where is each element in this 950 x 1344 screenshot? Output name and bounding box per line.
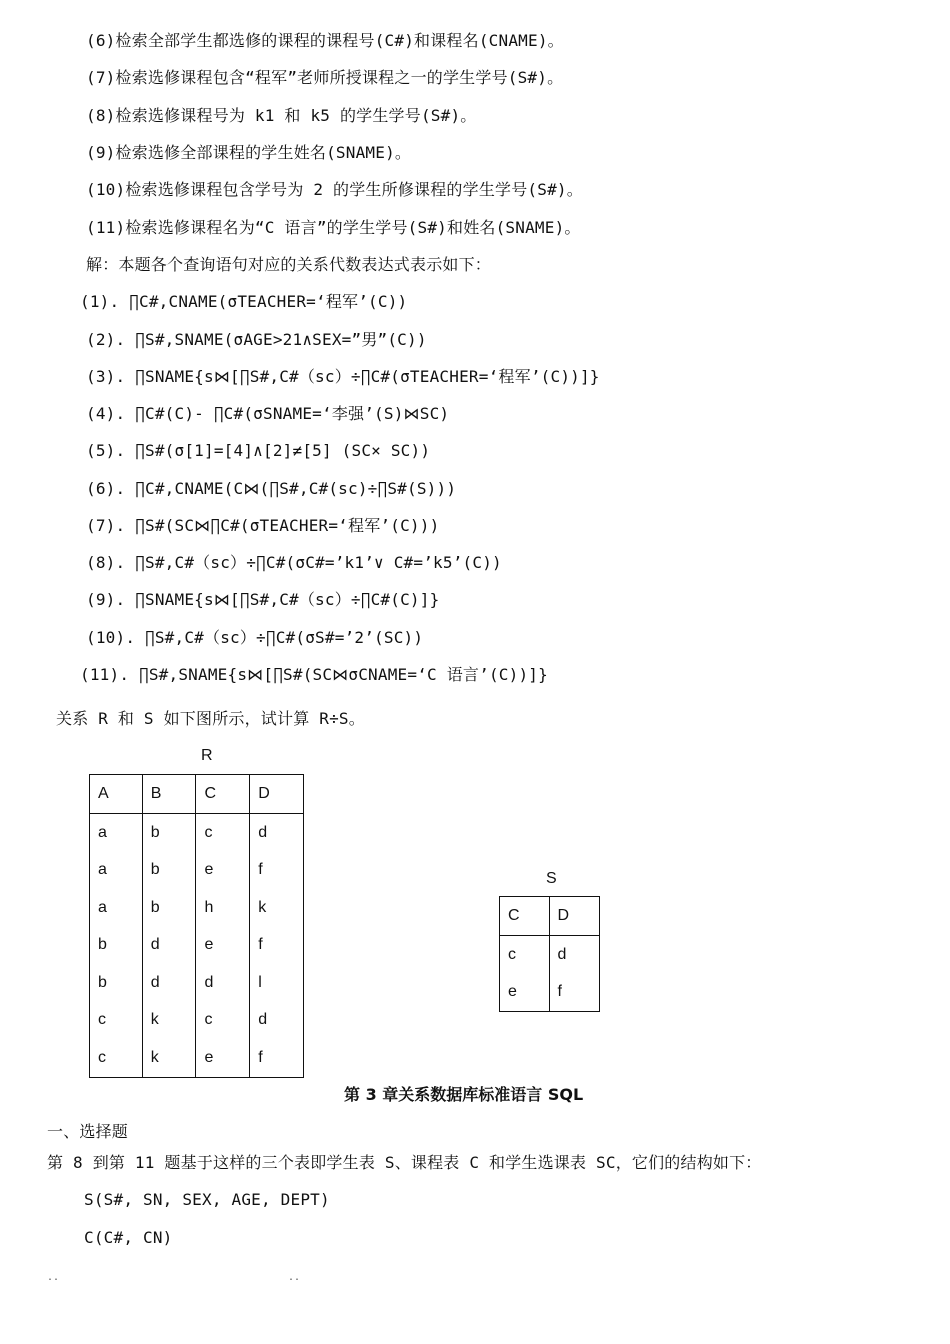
- table-cell: d: [142, 964, 196, 1002]
- answer-3: (3). ∏SNAME{s⋈[∏S#,C#（sc）÷∏C#(σTEACHER=‘程军’(C))]}: [86, 367, 600, 386]
- table-cell: c: [90, 1002, 143, 1040]
- answer-7: (7). ∏S#(SC⋈∏C#(σTEACHER=‘程军’(C))): [86, 516, 440, 535]
- table-cell: k: [250, 889, 304, 927]
- table-cell: k: [142, 1002, 196, 1040]
- answer-9: (9). ∏SNAME{s⋈[∏S#,C#（sc）÷∏C#(C)]}: [86, 590, 440, 609]
- table-cell: f: [250, 927, 304, 965]
- table-cell: a: [90, 814, 143, 852]
- table-cell: c: [196, 814, 250, 852]
- footer-mark-center: ..: [288, 1272, 301, 1283]
- table-row: [90, 927, 304, 965]
- footer-mark-left: ..: [47, 1272, 60, 1283]
- table-cell: f: [250, 852, 304, 890]
- solution-intro: 解：本题各个查询语句对应的关系代数表达式表示如下：: [86, 255, 492, 274]
- table-cell: b: [90, 964, 143, 1002]
- relation-question: 关系 R 和 S 如下图所示，试计算 R÷S。: [56, 709, 365, 728]
- table-row: [500, 974, 600, 1012]
- chapter-title: 第 3 章关系数据库标准语言 SQL: [344, 1085, 584, 1104]
- table-cell: d: [142, 927, 196, 965]
- table-cell: b: [142, 889, 196, 927]
- table-cell: k: [142, 1039, 196, 1077]
- answer-8: (8). ∏S#,C#（sc）÷∏C#(σC#=’k1’∨ C#=’k5’(C)): [86, 553, 502, 572]
- question-8: (8)检索选修课程号为 k1 和 k5 的学生学号(S#)。: [86, 106, 477, 125]
- table-s-title: S: [546, 870, 557, 887]
- section-title: 一、选择题: [47, 1122, 129, 1141]
- table-r-header-row: [90, 775, 304, 814]
- table-r: [89, 774, 304, 1078]
- table-r-header-cell: B: [142, 775, 196, 814]
- table-cell: e: [500, 974, 550, 1012]
- question-7: (7)检索选修课程包含“程军”老师所授课程之一的学生学号(S#)。: [86, 68, 564, 87]
- table-s-header-cell: D: [549, 897, 600, 936]
- table-cell: d: [250, 814, 304, 852]
- table-r-header-cell: A: [90, 775, 143, 814]
- table-cell: d: [196, 964, 250, 1002]
- table-cell: f: [250, 1039, 304, 1077]
- answer-5: (5). ∏S#(σ[1]=[4]∧[2]≠[5] (SC× SC)): [86, 441, 431, 460]
- question-11: (11)检索选修课程名为“C 语言”的学生学号(S#)和姓名(SNAME)。: [86, 218, 581, 237]
- table-row: [500, 936, 600, 974]
- answer-10: (10). ∏S#,C#（sc）÷∏C#(σS#=’2’(SC)): [86, 628, 424, 647]
- table-row: [90, 814, 304, 852]
- table-cell: h: [196, 889, 250, 927]
- answer-4: (4). ∏C#(C)- ∏C#(σSNAME=‘李强’(S)⋈SC): [86, 404, 450, 423]
- table-r-header-cell: D: [250, 775, 304, 814]
- table-cell: d: [250, 1002, 304, 1040]
- table-s-header-cell: C: [500, 897, 550, 936]
- table-cell: e: [196, 852, 250, 890]
- table-cell: b: [142, 814, 196, 852]
- table-cell: l: [250, 964, 304, 1002]
- table-row: [90, 964, 304, 1002]
- table-cell: f: [549, 974, 600, 1012]
- answer-2: (2). ∏S#,SNAME(σAGE>21∧SEX=”男”(C)): [86, 330, 427, 349]
- table-cell: c: [500, 936, 550, 974]
- table-cell: c: [90, 1039, 143, 1077]
- table-s: [499, 896, 600, 1012]
- table-row: [90, 889, 304, 927]
- answer-11: (11). ∏S#,SNAME{s⋈[∏S#(SC⋈σCNAME=‘C 语言’(C))]}: [80, 665, 548, 684]
- table-row: [90, 1039, 304, 1077]
- table-cell: b: [142, 852, 196, 890]
- answer-6: (6). ∏C#,CNAME(C⋈(∏S#,C#(sc)÷∏S#(S))): [86, 479, 457, 498]
- table-cell: d: [549, 936, 600, 974]
- table-cell: c: [196, 1002, 250, 1040]
- table-cell: a: [90, 852, 143, 890]
- table-r-title: R: [201, 747, 213, 764]
- schema-c: C(C#, CN): [84, 1228, 173, 1247]
- question-10: (10)检索选修课程包含学号为 2 的学生所修课程的学生学号(S#)。: [86, 180, 583, 199]
- table-r-header-cell: C: [196, 775, 250, 814]
- table-cell: a: [90, 889, 143, 927]
- table-row: [90, 1002, 304, 1040]
- intro-text: 第 8 到第 11 题基于这样的三个表即学生表 S、课程表 C 和学生选课表 SC，它们的结构如下：: [47, 1153, 762, 1172]
- table-cell: e: [196, 1039, 250, 1077]
- question-6: (6)检索全部学生都选修的课程的课程号(C#)和课程名(CNAME)。: [86, 31, 564, 50]
- table-cell: e: [196, 927, 250, 965]
- table-cell: b: [90, 927, 143, 965]
- schema-s: S(S#, SN, SEX, AGE, DEPT): [84, 1190, 330, 1209]
- answer-1: (1). ∏C#,CNAME(σTEACHER=‘程军’(C)): [80, 292, 408, 311]
- table-row: [90, 852, 304, 890]
- question-9: (9)检索选修全部课程的学生姓名(SNAME)。: [86, 143, 412, 162]
- table-s-header-row: [500, 897, 600, 936]
